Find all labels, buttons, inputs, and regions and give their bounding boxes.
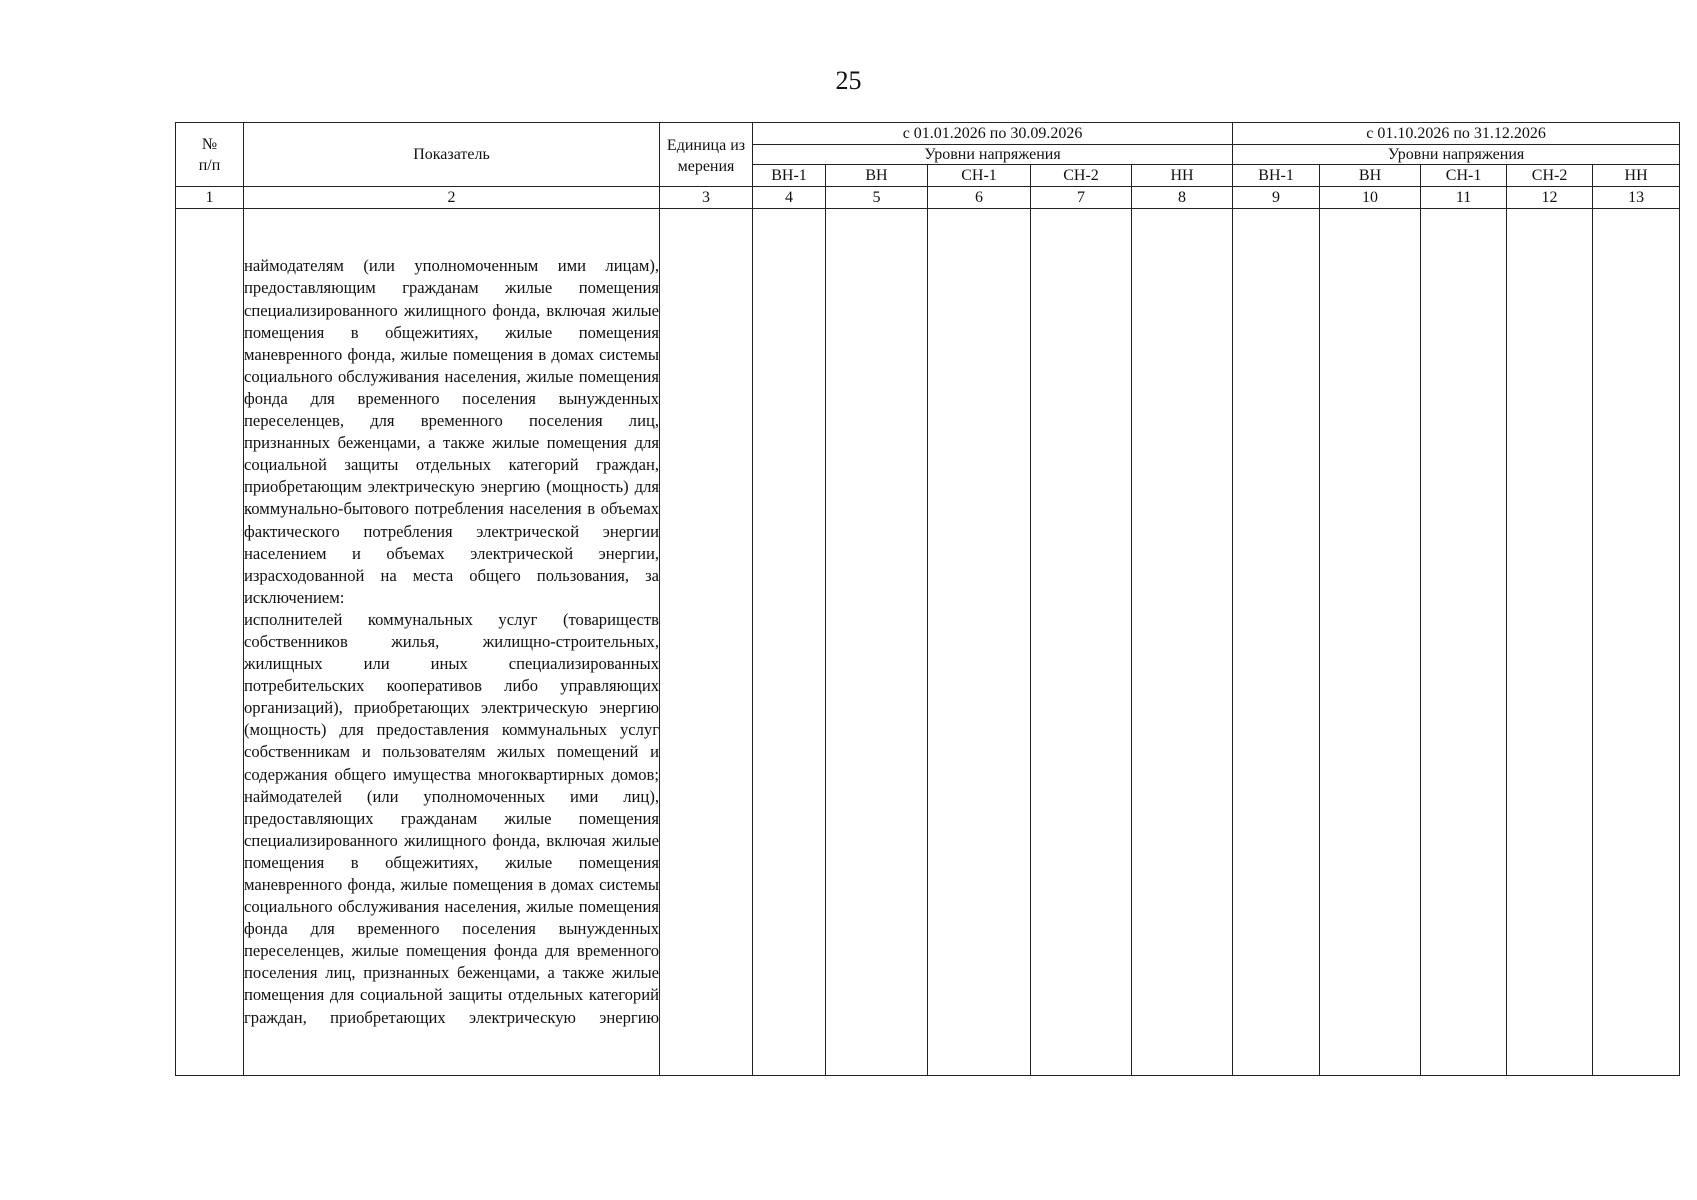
- level-sn1-p1: СН-1: [928, 165, 1031, 187]
- value-cell: [1507, 209, 1593, 1076]
- value-cell: [1421, 209, 1507, 1076]
- page-number: 25: [835, 66, 862, 95]
- row-number-cell: [176, 209, 244, 1076]
- level-vn-p1: ВН: [826, 165, 928, 187]
- tariff-table: [175, 122, 1680, 1076]
- column-number: 6: [928, 187, 1031, 209]
- column-number: 7: [1031, 187, 1132, 209]
- header-levels-1: Уровни напряжения: [753, 145, 1233, 165]
- level-nn-p1: НН: [1132, 165, 1233, 187]
- column-number: 10: [1320, 187, 1421, 209]
- header-unit-text: Единица измерения: [666, 136, 746, 175]
- level-vn1-p1: ВН-1: [753, 165, 826, 187]
- value-cell: [826, 209, 928, 1076]
- column-number: 12: [1507, 187, 1593, 209]
- value-cell: [1593, 209, 1680, 1076]
- level-sn1-p2: СН-1: [1421, 165, 1507, 187]
- column-number: 4: [753, 187, 826, 209]
- header-unit: [660, 123, 753, 187]
- column-number: 3: [660, 187, 753, 209]
- level-nn-p2: НН: [1593, 165, 1680, 187]
- column-number: 9: [1233, 187, 1320, 209]
- value-cell: [928, 209, 1031, 1076]
- header-indicator: Показатель: [244, 123, 660, 187]
- value-cell: [753, 209, 826, 1076]
- header-period-1: с 01.01.2026 по 30.09.2026: [753, 123, 1233, 145]
- table-row: [176, 209, 1680, 1076]
- level-vn1-p2: ВН-1: [1233, 165, 1320, 187]
- description-paragraph: наймодателям (или уполномоченным ими лицам), предоставляющим гражданам жилые помещения специализированного жилищного фонда, включая жилые помещения в общежитиях, жилые помещения маневренного фонда, жилые помещения в домах системы социального обслуживания населения, жилые помещения фонда для временного поселения вынужденных переселенцев, для временного поселения лиц, признанных беженцами, а также жилые помещения для социальной защиты отдельных категорий граждан, приобретающим электрическую энергию (мощность) для коммунально-бытового потребления населения в объемах фактического потребления электрической энергии населением и объемах электрической энергии, израсходованной на места общего пользования, за исключением:: [244, 256, 659, 607]
- header-period-2: с 01.10.2026 по 31.12.2026: [1233, 123, 1680, 145]
- value-cell: [1132, 209, 1233, 1076]
- header-levels-2: Уровни напряжения: [1233, 145, 1680, 165]
- row-description: [244, 209, 660, 1076]
- description-paragraph: наймодателей (или уполномоченных ими лиц), предоставляющих гражданам жилые помещения специализированного жилищного фонда, включая жилые помещения в общежитиях, жилые помещения маневренного фонда, жилые помещения в домах системы социального обслуживания населения, жилые помещения фонда для временного поселения вынужденных переселенцев, жилые помещения фонда для временного поселения лиц, признанных беженцами, а также жилые помещения для социальной защиты отдельных категорий граждан, приобретающих электрическую энергию: [244, 786, 659, 1027]
- level-vn-p2: ВН: [1320, 165, 1421, 187]
- column-number: 11: [1421, 187, 1507, 209]
- column-number: 13: [1593, 187, 1680, 209]
- column-number-row: [176, 187, 1680, 209]
- value-cell: [1031, 209, 1132, 1076]
- value-cell: [1233, 209, 1320, 1076]
- header-number: № п/п: [176, 123, 244, 187]
- column-number: 8: [1132, 187, 1233, 209]
- column-number: 1: [176, 187, 244, 209]
- description-paragraph: исполнителей коммунальных услуг (товариществ собственников жилья, жилищно-строительных, жилищных или иных специализированных потребительских кооперативов либо управляющих организаций), приобретающих электрическую энергию (мощность) для предоставления коммунальных услуг собственникам и пользователям жилых помещений и содержания общего имущества многоквартирных домов;: [244, 609, 659, 784]
- level-sn2-p1: СН-2: [1031, 165, 1132, 187]
- column-number: 5: [826, 187, 928, 209]
- column-number: 2: [244, 187, 660, 209]
- level-sn2-p2: СН-2: [1507, 165, 1593, 187]
- value-cell: [1320, 209, 1421, 1076]
- value-cell: [660, 209, 753, 1076]
